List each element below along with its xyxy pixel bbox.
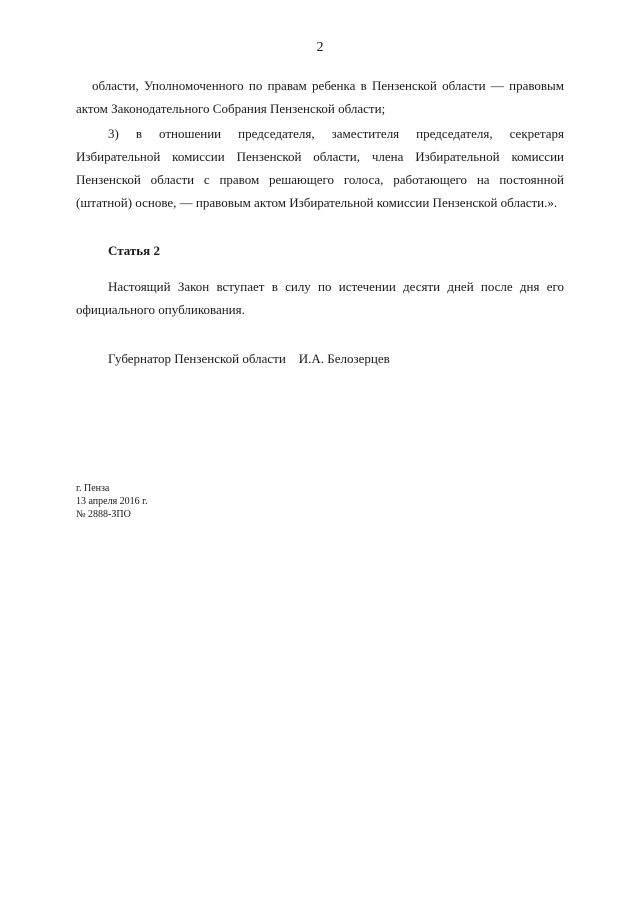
footer-city: г. Пенза [76,483,110,494]
signature-name: И.А. Белозерцев [298,351,390,366]
article-2-text: Настоящий Закон вступает в силу по истечении десяти дней после дня его официального опубликования. [76,279,564,317]
footer-law-number: № 2888-ЗПО [76,509,131,520]
paragraph-continuation: области, Уполномоченного по правам ребенка в Пензенской области — правовым актом Законодательного Собрания Пензенской области; [76,78,564,116]
paragraph-item-3: 3) в отношении председателя, заместителя председателя, секретаря Избирательной комиссии Пензенской области, члена Избирательной комиссии Пензенской области с правом решающего голоса, работающего на постоянной (штатной) основе, — правовым актом Избирательной комиссии Пензенской области.». [76,126,564,210]
signature-block [108,351,390,367]
signature-title: Губернатор Пензенской области [108,351,286,366]
article-2-heading: Статья 2 [108,243,160,258]
footer-date: 13 апреля 2016 г. [76,496,148,507]
page-number: 2 [316,40,324,55]
